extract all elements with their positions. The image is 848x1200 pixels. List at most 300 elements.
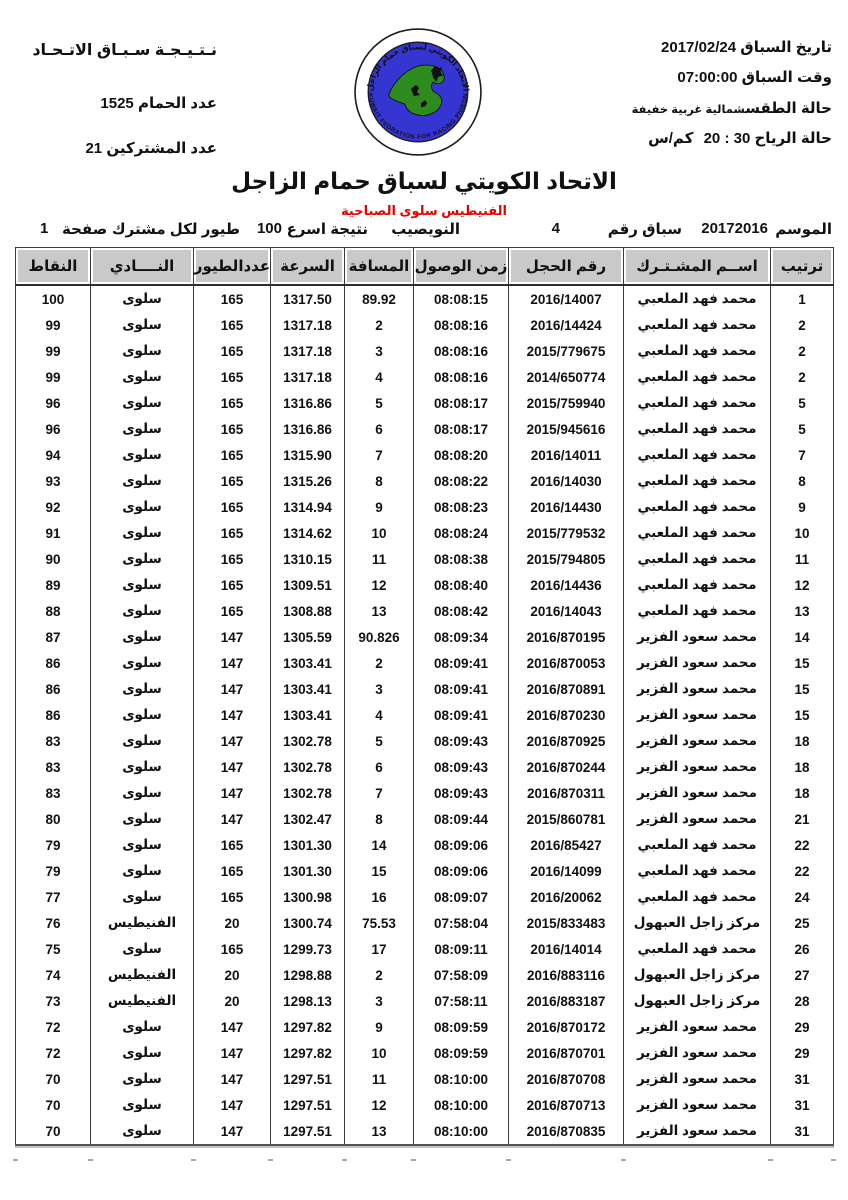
distance-cell: 7 xyxy=(345,442,414,468)
bird-count-cell: 165 xyxy=(194,598,271,624)
participant-name-cell: محمد فهد الملعبي xyxy=(624,546,771,572)
participant-name-cell: محمد سعود الفزير xyxy=(624,702,771,728)
club-cell: سلوى xyxy=(91,468,194,494)
speed-cell: 1301.30 xyxy=(271,858,345,884)
distance-cell: 11 xyxy=(345,1066,414,1092)
arrival-time-cell: 07:58:11 xyxy=(414,988,509,1014)
ring-number-cell: 2016/870713 xyxy=(509,1092,624,1118)
speed-cell: 1297.82 xyxy=(271,1014,345,1040)
speed-cell: 1297.82 xyxy=(271,1040,345,1066)
race-time-value: 07:00:00 xyxy=(677,69,738,86)
speed-cell: 1297.51 xyxy=(271,1092,345,1118)
club-cell: سلوى xyxy=(91,520,194,546)
rank-cell: 2 xyxy=(771,364,834,390)
speed-cell: 1314.62 xyxy=(271,520,345,546)
result-title: نـتـيـجـة سـبـاق الاتـحـاد xyxy=(32,42,217,59)
column-header: السرعة xyxy=(271,248,345,286)
arrival-time-cell: 08:10:00 xyxy=(414,1066,509,1092)
points-cell: 74 xyxy=(16,962,91,988)
table-row xyxy=(16,962,834,988)
rank-cell: 31 xyxy=(771,1066,834,1092)
bird-count-cell: 147 xyxy=(194,1066,271,1092)
page-number: 1 xyxy=(40,220,49,237)
speed-cell: 1298.13 xyxy=(271,988,345,1014)
club-cell: سلوى xyxy=(91,1014,194,1040)
arrival-time-cell: 08:08:40 xyxy=(414,572,509,598)
participant-count-line xyxy=(79,139,217,157)
ring-number-cell: 2016/870311 xyxy=(509,780,624,806)
points-cell: 87 xyxy=(16,624,91,650)
table-row xyxy=(16,1092,834,1118)
rank-cell: 26 xyxy=(771,936,834,962)
scan-tick-mark xyxy=(268,1159,273,1161)
race-date-label: تاريخ السباق xyxy=(740,39,832,56)
points-cell: 90 xyxy=(16,546,91,572)
rank-cell: 31 xyxy=(771,1092,834,1118)
distance-cell: 6 xyxy=(345,416,414,442)
points-cell: 88 xyxy=(16,598,91,624)
club-cell: الفنيطيس xyxy=(91,910,194,936)
bird-count-cell: 147 xyxy=(194,702,271,728)
points-cell: 91 xyxy=(16,520,91,546)
ring-number-cell: 2016/870244 xyxy=(509,754,624,780)
bird-count-cell: 165 xyxy=(194,936,271,962)
participant-name-cell: محمد سعود الفزير xyxy=(624,650,771,676)
table-row xyxy=(16,884,834,910)
club-cell: سلوى xyxy=(91,312,194,338)
arrival-time-cell: 08:08:20 xyxy=(414,442,509,468)
ring-number-cell: 2015/833483 xyxy=(509,910,624,936)
distance-cell: 13 xyxy=(345,1118,414,1145)
distance-cell: 2 xyxy=(345,962,414,988)
ring-number-cell: 2016/14043 xyxy=(509,598,624,624)
participant-name-cell: محمد فهد الملعبي xyxy=(624,390,771,416)
table-row xyxy=(16,494,834,520)
participant-name-cell: محمد سعود الفزير xyxy=(624,676,771,702)
arrival-time-cell: 08:08:17 xyxy=(414,416,509,442)
season-value: 20172016 xyxy=(701,220,768,237)
column-header: النقاط xyxy=(16,248,91,286)
table-row xyxy=(16,442,834,468)
ring-number-cell: 2016/14014 xyxy=(509,936,624,962)
distance-cell: 9 xyxy=(345,1014,414,1040)
bird-count-cell: 165 xyxy=(194,442,271,468)
bird-count-cell: 165 xyxy=(194,285,271,312)
club-cell: سلوى xyxy=(91,546,194,572)
bird-count-cell: 147 xyxy=(194,728,271,754)
distance-cell: 7 xyxy=(345,780,414,806)
club-cell: سلوى xyxy=(91,442,194,468)
distance-cell: 17 xyxy=(345,936,414,962)
table-row xyxy=(16,468,834,494)
ring-number-cell: 2016/870230 xyxy=(509,702,624,728)
ring-number-cell: 2015/860781 xyxy=(509,806,624,832)
speed-cell: 1305.59 xyxy=(271,624,345,650)
rank-cell: 12 xyxy=(771,572,834,598)
ring-number-cell: 2016/14430 xyxy=(509,494,624,520)
bird-count-cell: 147 xyxy=(194,1014,271,1040)
participant-name-cell: محمد فهد الملعبي xyxy=(624,285,771,312)
table-row xyxy=(16,1066,834,1092)
ring-number-cell: 2014/650774 xyxy=(509,364,624,390)
ring-number-cell: 2016/870172 xyxy=(509,1014,624,1040)
column-header: عددالطيور xyxy=(194,248,271,286)
speed-cell: 1302.78 xyxy=(271,754,345,780)
rank-cell: 31 xyxy=(771,1118,834,1145)
race-time-label: وقت السباق xyxy=(741,69,832,86)
ring-number-cell: 2016/870835 xyxy=(509,1118,624,1145)
club-cell: سلوى xyxy=(91,806,194,832)
rank-cell: 18 xyxy=(771,780,834,806)
birds-per-participant-label: طيور لكل مشترك xyxy=(111,221,240,238)
club-cell: سلوى xyxy=(91,884,194,910)
distance-cell: 10 xyxy=(345,520,414,546)
table-row xyxy=(16,650,834,676)
rank-cell: 18 xyxy=(771,754,834,780)
bird-count-cell: 165 xyxy=(194,520,271,546)
club-cell: سلوى xyxy=(91,364,194,390)
speed-cell: 1317.18 xyxy=(271,338,345,364)
speed-cell: 1302.78 xyxy=(271,780,345,806)
scan-tick-mark xyxy=(88,1159,93,1161)
arrival-time-cell: 08:09:07 xyxy=(414,884,509,910)
distance-cell: 9 xyxy=(345,494,414,520)
table-row xyxy=(16,702,834,728)
arrival-time-cell: 08:08:16 xyxy=(414,364,509,390)
speed-cell: 1314.94 xyxy=(271,494,345,520)
club-cell: الفنيطيس xyxy=(91,988,194,1014)
arrival-time-cell: 08:08:42 xyxy=(414,598,509,624)
points-cell: 83 xyxy=(16,754,91,780)
distance-cell: 5 xyxy=(345,728,414,754)
rank-cell: 29 xyxy=(771,1040,834,1066)
distance-cell: 8 xyxy=(345,468,414,494)
points-cell: 79 xyxy=(16,858,91,884)
club-cell: سلوى xyxy=(91,676,194,702)
arrival-time-cell: 08:10:00 xyxy=(414,1118,509,1145)
points-cell: 99 xyxy=(16,338,91,364)
race-date-value: 2017/02/24 xyxy=(661,39,737,56)
arrival-time-cell: 08:08:16 xyxy=(414,312,509,338)
club-cell: سلوى xyxy=(91,624,194,650)
table-row xyxy=(16,988,834,1014)
table-row xyxy=(16,338,834,364)
bird-count-cell: 165 xyxy=(194,546,271,572)
arrival-time-cell: 07:58:04 xyxy=(414,910,509,936)
rank-cell: 15 xyxy=(771,676,834,702)
bird-count-cell: 20 xyxy=(194,910,271,936)
club-cell: سلوى xyxy=(91,338,194,364)
speed-cell: 1299.73 xyxy=(271,936,345,962)
rank-cell: 2 xyxy=(771,312,834,338)
column-header: النــــادي xyxy=(91,248,194,286)
weather-value: شمالية غربية خفيفة xyxy=(631,104,746,116)
race-time-line xyxy=(671,68,832,86)
club-cell: سلوى xyxy=(91,494,194,520)
points-cell: 99 xyxy=(16,312,91,338)
arrival-time-cell: 08:08:23 xyxy=(414,494,509,520)
rank-cell: 9 xyxy=(771,494,834,520)
rank-cell: 7 xyxy=(771,442,834,468)
points-cell: 86 xyxy=(16,676,91,702)
points-cell: 70 xyxy=(16,1066,91,1092)
distance-cell: 15 xyxy=(345,858,414,884)
participant-name-cell: محمد فهد الملعبي xyxy=(624,572,771,598)
bird-count-cell: 147 xyxy=(194,676,271,702)
distance-cell: 90.826 xyxy=(345,624,414,650)
speed-cell: 1317.18 xyxy=(271,312,345,338)
points-cell: 79 xyxy=(16,832,91,858)
speed-cell: 1315.90 xyxy=(271,442,345,468)
points-cell: 70 xyxy=(16,1092,91,1118)
scan-tick-mark xyxy=(411,1159,416,1161)
distance-cell: 3 xyxy=(345,988,414,1014)
club-cell: سلوى xyxy=(91,1092,194,1118)
participant-name-cell: محمد فهد الملعبي xyxy=(624,598,771,624)
speed-cell: 1317.18 xyxy=(271,364,345,390)
fastest-result-label: نتيجة اسرع xyxy=(286,221,368,238)
distance-cell: 10 xyxy=(345,1040,414,1066)
ring-number-cell: 2016/870053 xyxy=(509,650,624,676)
ring-number-cell: 2015/779532 xyxy=(509,520,624,546)
points-cell: 96 xyxy=(16,416,91,442)
table-row xyxy=(16,285,834,312)
bird-count-cell: 165 xyxy=(194,312,271,338)
table-row xyxy=(16,832,834,858)
logo-arabic-text: الاتحاد الكويتي لسباق حمام الزاجل xyxy=(365,42,471,92)
bird-count-cell: 147 xyxy=(194,1040,271,1066)
distance-cell: 3 xyxy=(345,338,414,364)
table-row xyxy=(16,624,834,650)
table-row xyxy=(16,806,834,832)
distance-cell: 2 xyxy=(345,650,414,676)
speed-cell: 1301.30 xyxy=(271,832,345,858)
participant-name-cell: محمد سعود الفزير xyxy=(624,1092,771,1118)
points-cell: 99 xyxy=(16,364,91,390)
distance-cell: 12 xyxy=(345,572,414,598)
club-cell: سلوى xyxy=(91,858,194,884)
club-cell: سلوى xyxy=(91,936,194,962)
race-number-value: 4 xyxy=(551,220,560,237)
participant-name-cell: محمد سعود الفزير xyxy=(624,728,771,754)
scan-tick-mark xyxy=(621,1159,626,1161)
participant-name-cell: محمد فهد الملعبي xyxy=(624,468,771,494)
participant-name-cell: محمد فهد الملعبي xyxy=(624,442,771,468)
ring-number-cell: 2016/14007 xyxy=(509,285,624,312)
table-row xyxy=(16,910,834,936)
participant-name-cell: محمد فهد الملعبي xyxy=(624,338,771,364)
scan-tick-mark xyxy=(13,1159,18,1161)
distance-cell: 4 xyxy=(345,702,414,728)
points-cell: 72 xyxy=(16,1040,91,1066)
bird-count-cell: 147 xyxy=(194,1118,271,1145)
rank-cell: 22 xyxy=(771,832,834,858)
arrival-time-cell: 08:08:16 xyxy=(414,338,509,364)
rank-cell: 29 xyxy=(771,1014,834,1040)
bird-count-cell: 147 xyxy=(194,624,271,650)
distance-cell: 16 xyxy=(345,884,414,910)
club-cell: سلوى xyxy=(91,390,194,416)
arrival-time-cell: 07:58:09 xyxy=(414,962,509,988)
club-cell: سلوى xyxy=(91,780,194,806)
speed-cell: 1302.47 xyxy=(271,806,345,832)
rank-cell: 14 xyxy=(771,624,834,650)
column-header: رقم الحجل xyxy=(509,248,624,286)
bird-count-cell: 147 xyxy=(194,650,271,676)
arrival-time-cell: 08:08:38 xyxy=(414,546,509,572)
table-header-row xyxy=(16,248,834,286)
arrival-time-cell: 08:09:06 xyxy=(414,858,509,884)
rank-cell: 5 xyxy=(771,416,834,442)
bird-count-cell: 147 xyxy=(194,1092,271,1118)
points-cell: 72 xyxy=(16,1014,91,1040)
club-cell: سلوى xyxy=(91,728,194,754)
table-row xyxy=(16,572,834,598)
race-date-line xyxy=(655,38,832,56)
speed-cell: 1298.88 xyxy=(271,962,345,988)
bird-count-cell: 165 xyxy=(194,416,271,442)
ring-number-cell: 2015/759940 xyxy=(509,390,624,416)
speed-cell: 1303.41 xyxy=(271,702,345,728)
arrival-time-cell: 08:09:34 xyxy=(414,624,509,650)
pigeon-count-label: عدد الحمام xyxy=(137,95,217,112)
bird-count-cell: 165 xyxy=(194,884,271,910)
points-cell: 86 xyxy=(16,702,91,728)
arrival-time-cell: 08:09:43 xyxy=(414,754,509,780)
participant-name-cell: محمد فهد الملعبي xyxy=(624,884,771,910)
wind-unit: كم/س xyxy=(648,130,694,147)
ring-number-cell: 2016/14099 xyxy=(509,858,624,884)
bird-count-cell: 165 xyxy=(194,832,271,858)
speed-cell: 1300.98 xyxy=(271,884,345,910)
participant-name-cell: محمد فهد الملعبي xyxy=(624,494,771,520)
arrival-time-cell: 08:09:41 xyxy=(414,650,509,676)
participant-name-cell: مركز زاجل العبهول xyxy=(624,910,771,936)
wind-label: حالة الرياح xyxy=(754,130,832,147)
participant-name-cell: محمد فهد الملعبي xyxy=(624,520,771,546)
rank-cell: 15 xyxy=(771,650,834,676)
speed-cell: 1297.51 xyxy=(271,1066,345,1092)
bird-count-cell: 147 xyxy=(194,806,271,832)
points-cell: 75 xyxy=(16,936,91,962)
points-cell: 77 xyxy=(16,884,91,910)
rank-cell: 27 xyxy=(771,962,834,988)
club-cell: سلوى xyxy=(91,1066,194,1092)
rank-cell: 18 xyxy=(771,728,834,754)
participant-name-cell: محمد سعود الفزير xyxy=(624,1014,771,1040)
table-row xyxy=(16,312,834,338)
pigeon-count-value: 1525 xyxy=(100,95,134,112)
distance-cell: 12 xyxy=(345,1092,414,1118)
arrival-time-cell: 08:08:15 xyxy=(414,285,509,312)
column-header: زمن الوصول xyxy=(414,248,509,286)
points-cell: 89 xyxy=(16,572,91,598)
points-cell: 70 xyxy=(16,1118,91,1145)
bird-count-cell: 165 xyxy=(194,468,271,494)
participant-name-cell: محمد سعود الفزير xyxy=(624,1040,771,1066)
club-cell: سلوى xyxy=(91,285,194,312)
arrival-time-cell: 08:08:17 xyxy=(414,390,509,416)
participant-name-cell: مركز زاجل العبهول xyxy=(624,962,771,988)
speed-cell: 1308.88 xyxy=(271,598,345,624)
table-row xyxy=(16,546,834,572)
ring-number-cell: 2016/14030 xyxy=(509,468,624,494)
rank-cell: 10 xyxy=(771,520,834,546)
points-cell: 96 xyxy=(16,390,91,416)
participant-name-cell: محمد فهد الملعبي xyxy=(624,936,771,962)
arrival-time-cell: 08:09:43 xyxy=(414,780,509,806)
participant-name-cell: محمد سعود الفزير xyxy=(624,754,771,780)
table-row xyxy=(16,1118,834,1145)
speed-cell: 1297.51 xyxy=(271,1118,345,1145)
participant-name-cell: محمد فهد الملعبي xyxy=(624,858,771,884)
wind-range-value: 20 : 30 xyxy=(703,130,751,147)
arrival-time-cell: 08:09:11 xyxy=(414,936,509,962)
points-cell: 92 xyxy=(16,494,91,520)
arrival-time-cell: 08:08:22 xyxy=(414,468,509,494)
participant-name-cell: مركز زاجل العبهول xyxy=(624,988,771,1014)
arrival-time-cell: 08:09:41 xyxy=(414,676,509,702)
distance-cell: 8 xyxy=(345,806,414,832)
points-cell: 76 xyxy=(16,910,91,936)
bird-count-cell: 165 xyxy=(194,572,271,598)
participant-name-cell: محمد فهد الملعبي xyxy=(624,832,771,858)
club-cell: سلوى xyxy=(91,572,194,598)
rank-cell: 1 xyxy=(771,285,834,312)
points-cell: 86 xyxy=(16,650,91,676)
ring-number-cell: 2016/14011 xyxy=(509,442,624,468)
scan-tick-mark xyxy=(506,1159,511,1161)
participant-name-cell: محمد سعود الفزير xyxy=(624,1118,771,1145)
points-cell: 73 xyxy=(16,988,91,1014)
ring-number-cell: 2016/85427 xyxy=(509,832,624,858)
participant-count-value: 21 xyxy=(85,140,103,157)
ring-number-cell: 2016/883116 xyxy=(509,962,624,988)
scan-tick-mark xyxy=(342,1159,347,1161)
speed-cell: 1302.78 xyxy=(271,728,345,754)
participant-name-cell: محمد فهد الملعبي xyxy=(624,312,771,338)
bird-count-cell: 147 xyxy=(194,780,271,806)
rank-cell: 2 xyxy=(771,338,834,364)
table-row xyxy=(16,728,834,754)
scan-tick-mark xyxy=(191,1159,196,1161)
distance-cell: 4 xyxy=(345,364,414,390)
table-row xyxy=(16,520,834,546)
speed-cell: 1303.41 xyxy=(271,676,345,702)
wind-line xyxy=(648,129,832,147)
results-table xyxy=(15,247,834,1146)
column-header: المسافة xyxy=(345,248,414,286)
fastest-result-value: 100 xyxy=(256,220,282,237)
participant-name-cell: محمد سعود الفزير xyxy=(624,624,771,650)
arrival-time-cell: 08:09:59 xyxy=(414,1014,509,1040)
speed-cell: 1309.51 xyxy=(271,572,345,598)
arrival-time-cell: 08:09:44 xyxy=(414,806,509,832)
bird-count-cell: 20 xyxy=(194,988,271,1014)
table-row xyxy=(16,416,834,442)
speed-cell: 1303.41 xyxy=(271,650,345,676)
ring-number-cell: 2015/794805 xyxy=(509,546,624,572)
bird-count-cell: 147 xyxy=(194,754,271,780)
ring-number-cell: 2016/870708 xyxy=(509,1066,624,1092)
participant-name-cell: محمد سعود الفزير xyxy=(624,780,771,806)
arrival-time-cell: 08:09:41 xyxy=(414,702,509,728)
rank-cell: 13 xyxy=(771,598,834,624)
points-cell: 94 xyxy=(16,442,91,468)
club-cell: سلوى xyxy=(91,832,194,858)
scan-tick-mark xyxy=(831,1159,836,1161)
club-cell: سلوى xyxy=(91,754,194,780)
